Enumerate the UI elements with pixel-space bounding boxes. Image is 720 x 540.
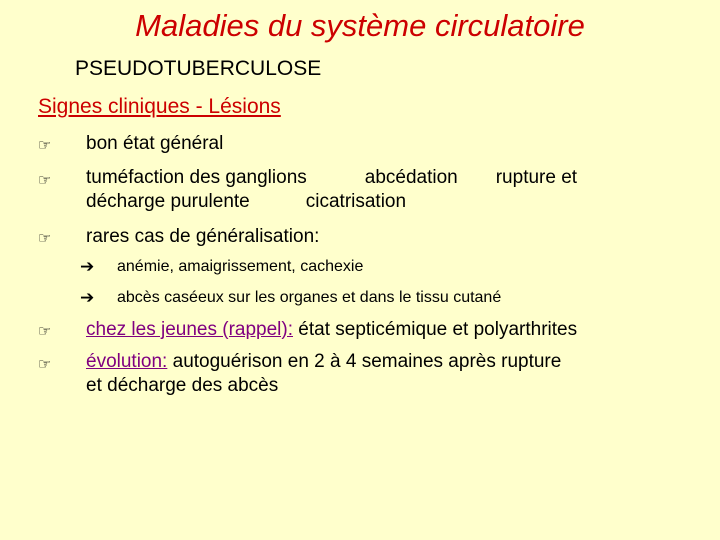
- pointing-hand-icon: ☞: [38, 355, 52, 373]
- bullet-5-label: évolution:: [86, 351, 168, 372]
- bullet-4-label: chez les jeunes (rappel):: [86, 319, 293, 340]
- arrow-right-icon: ➔: [80, 257, 95, 277]
- sub-bullet-text-2: abcès caséeux sur les organes et dans le tissu cutané: [117, 289, 502, 306]
- bullet-2-part5: cicatrisation: [305, 191, 407, 212]
- pointing-hand-icon: ☞: [38, 136, 52, 154]
- bullet-text-2-line2: [86, 190, 406, 214]
- bullet-text-5-line1: [86, 350, 561, 374]
- bullet-4-text: état septicémique et polyarthrites: [298, 319, 578, 340]
- bullet-text-3: rares cas de généralisation:: [86, 226, 320, 247]
- sub-bullet-text-1: anémie, amaigrissement, cachexie: [117, 258, 364, 275]
- bullet-text-5-line2: et décharge des abcès: [86, 375, 279, 396]
- section-heading: Signes cliniques - Lésions: [38, 95, 281, 118]
- pointing-hand-icon: ☞: [38, 171, 52, 189]
- slide-title: Maladies du système circulatoire: [135, 8, 585, 43]
- bullet-text-2-line1: [86, 166, 577, 190]
- bullet-text-1: bon état général: [86, 133, 224, 154]
- arrow-right-icon: ➔: [80, 288, 95, 308]
- bullet-2-part2: abcédation: [364, 167, 458, 188]
- bullet-5-text: autoguérison en 2 à 4 semaines après rupture: [172, 351, 562, 372]
- pointing-hand-icon: ☞: [38, 322, 52, 340]
- bullet-text-4: [86, 318, 577, 342]
- pointing-hand-icon: ☞: [38, 229, 52, 247]
- bullet-2-part3: rupture et: [495, 167, 578, 188]
- slide-subtitle: PSEUDOTUBERCULOSE: [75, 57, 322, 80]
- bullet-2-part4: décharge purulente: [86, 191, 250, 212]
- bullet-2-part1: tuméfaction des ganglions: [86, 167, 307, 188]
